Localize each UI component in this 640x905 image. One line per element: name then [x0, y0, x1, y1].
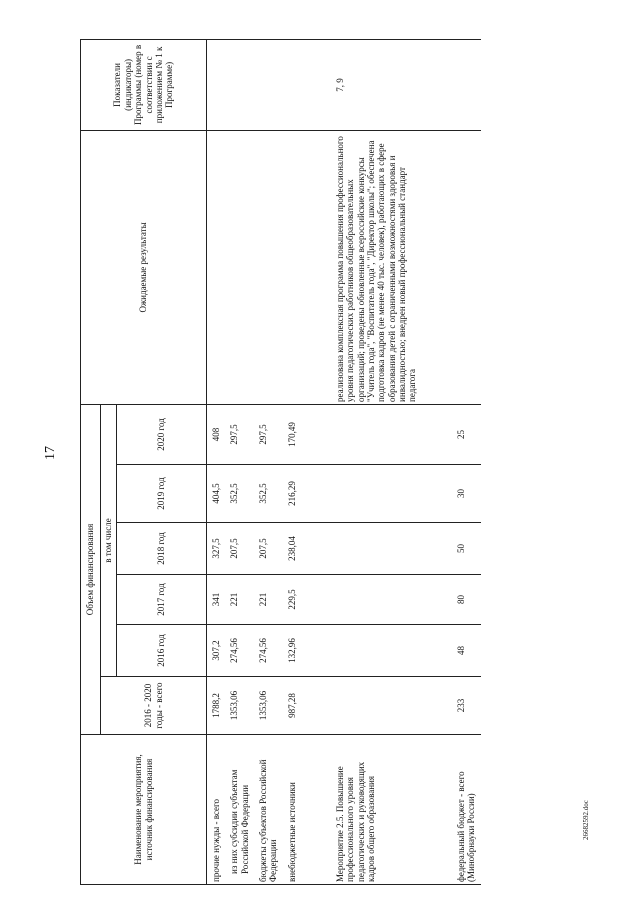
table-row [283, 39, 301, 884]
row-total: 1353,06 [254, 677, 283, 735]
row-indicators [283, 39, 301, 130]
row-year-value [331, 625, 422, 677]
row-expected-results [254, 130, 283, 404]
header-financing-group: Объем финансирования [81, 404, 101, 734]
financing-table [80, 39, 481, 885]
doc-code: 26682592.doc [582, 800, 590, 840]
row-spacer [422, 39, 452, 884]
page-number: 17 [43, 446, 58, 460]
row-year-value [331, 404, 422, 464]
row-total: 987,28 [283, 677, 301, 735]
header-indicators-column: Показатели (индикаторы) Программы (номер в соответствии с приложением № 1 к Программе) [81, 39, 207, 130]
row-name: федеральный бюджет - всего (Минобрнауки России) [452, 735, 481, 885]
row-year-value: 229,5 [283, 575, 301, 625]
spacer-cell [422, 523, 452, 575]
row-indicators [225, 39, 254, 130]
row-year-value: 327,5 [207, 523, 226, 575]
spacer-cell [422, 130, 452, 404]
financing-table-sheet [80, 40, 530, 885]
spacer-cell [301, 404, 331, 464]
spacer-cell [301, 625, 331, 677]
table-row [254, 39, 283, 884]
spacer-cell [301, 575, 331, 625]
row-year-value: 221 [225, 575, 254, 625]
header-total-column: 2016 - 2020 годы - всего [101, 677, 207, 735]
row-expected-results [225, 130, 254, 404]
row-spacer [301, 39, 331, 884]
header-year-2020: 2020 год [117, 404, 207, 464]
header-results-column: Ожидаемые результаты [81, 130, 207, 404]
row-year-value: 132,96 [283, 625, 301, 677]
row-expected-results [452, 130, 481, 404]
row-year-value: 25 [452, 404, 481, 464]
spacer-cell [422, 677, 452, 735]
row-expected-results [283, 130, 301, 404]
spacer-cell [301, 130, 331, 404]
row-year-value: 207,5 [225, 523, 254, 575]
header-including: в том числе [101, 404, 117, 676]
spacer-cell [301, 465, 331, 523]
header-year-2016: 2016 год [117, 625, 207, 677]
table-row [331, 39, 422, 884]
row-indicators [254, 39, 283, 130]
row-year-value: 50 [452, 523, 481, 575]
row-year-value: 408 [207, 404, 226, 464]
row-year-value: 297,5 [225, 404, 254, 464]
row-year-value: 274,56 [254, 625, 283, 677]
table-body [207, 39, 481, 884]
table-row [207, 39, 226, 884]
spacer-cell [422, 404, 452, 464]
row-year-value: 216,29 [283, 465, 301, 523]
row-year-value: 48 [452, 625, 481, 677]
header-year-2017: 2017 год [117, 575, 207, 625]
spacer-cell [422, 39, 452, 130]
header-year-2018: 2018 год [117, 523, 207, 575]
row-year-value: 170,49 [283, 404, 301, 464]
row-year-value [331, 523, 422, 575]
table-row [225, 39, 254, 884]
spacer-cell [422, 575, 452, 625]
row-expected-results: реализована комплексная программа повышения профессионального уровня педагогических работников общеобразовательных организаций; проведены обновленные всероссийские конкурсы "Учитель года", "Воспитатель года", "Директор школы"; обеспечена подготовка кадров (не менее 40 тыс. человек), работающих в сфере образования детей с ограниченными возможностями здоровья и инвалидностью; внедрен новый профессиональный стандарт педагога [331, 130, 422, 404]
row-total: 1788,2 [207, 677, 226, 735]
spacer-cell [422, 625, 452, 677]
row-name: бюджеты субъектов Российской Федерации [254, 735, 283, 885]
row-expected-results [207, 130, 226, 404]
row-year-value: 30 [452, 465, 481, 523]
row-total: 233 [452, 677, 481, 735]
row-year-value: 404,5 [207, 465, 226, 523]
row-indicators [207, 39, 226, 130]
table-row [452, 39, 481, 884]
row-year-value: 307,2 [207, 625, 226, 677]
spacer-cell [301, 677, 331, 735]
row-year-value [331, 575, 422, 625]
row-total [331, 677, 422, 735]
row-year-value: 221 [254, 575, 283, 625]
row-year-value: 352,5 [254, 465, 283, 523]
row-year-value [331, 465, 422, 523]
row-name: из них субсидии субъектам Российской Федерации [225, 735, 254, 885]
row-year-value: 352,5 [225, 465, 254, 523]
spacer-cell [301, 39, 331, 130]
row-year-value: 207,5 [254, 523, 283, 575]
row-name: прочие нужды - всего [207, 735, 226, 885]
row-year-value: 80 [452, 575, 481, 625]
row-year-value: 297,5 [254, 404, 283, 464]
spacer-cell [422, 735, 452, 885]
row-total: 1353,06 [225, 677, 254, 735]
row-year-value: 238,04 [283, 523, 301, 575]
row-indicators: 7, 9 [331, 39, 422, 130]
row-name: внебюджетные источники [283, 735, 301, 885]
header-year-2019: 2019 год [117, 465, 207, 523]
row-year-value: 274,56 [225, 625, 254, 677]
row-year-value: 341 [207, 575, 226, 625]
row-name: Мероприятие 2.5. Повышение профессионального уровня педагогических и руководящих кадров общего образования [331, 735, 422, 885]
spacer-cell [301, 735, 331, 885]
spacer-cell [422, 465, 452, 523]
spacer-cell [301, 523, 331, 575]
row-indicators [452, 39, 481, 130]
header-name-column: Наименование мероприятия, источник финансирования [81, 735, 207, 885]
